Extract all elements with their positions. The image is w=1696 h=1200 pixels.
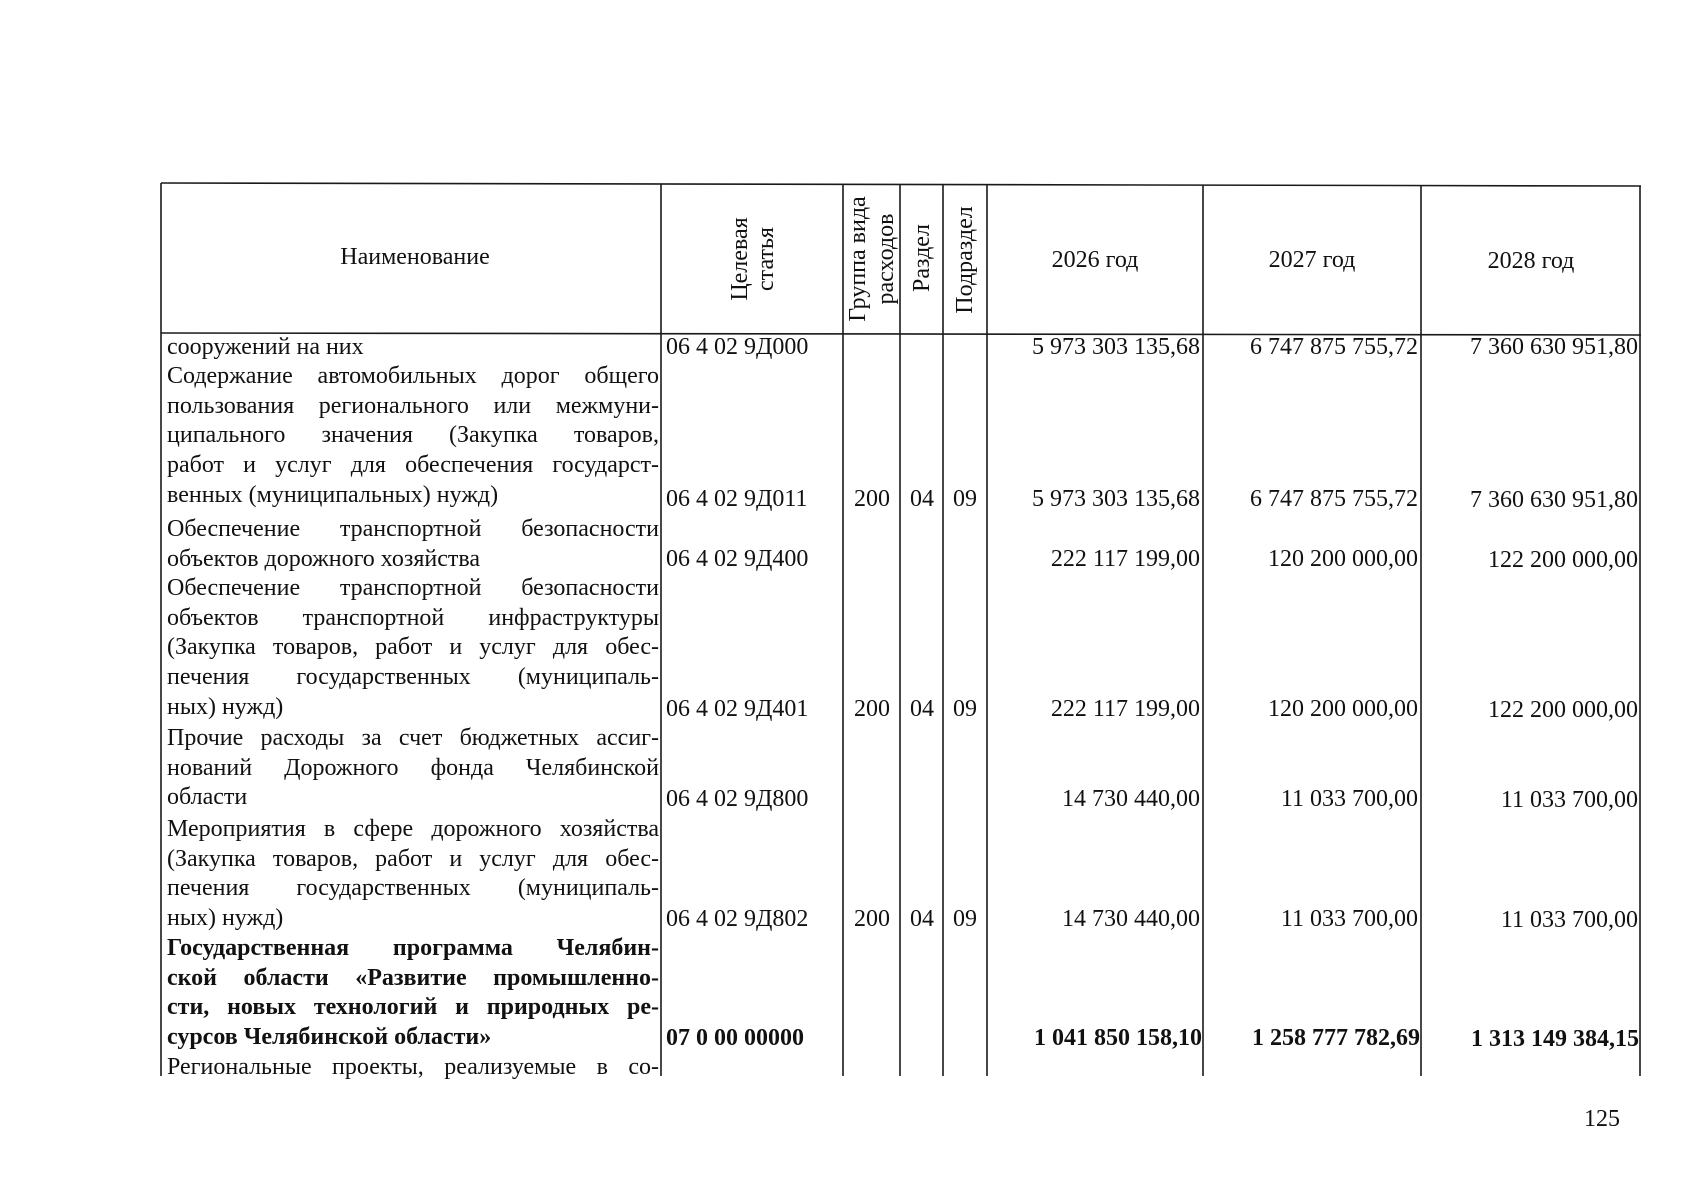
row-1-subsection: 09 (953, 486, 977, 512)
row-0-2026: 5 973 303 135,68 (1032, 334, 1200, 360)
row-6-2026: 1 041 850 158,10 (1034, 1025, 1202, 1051)
row-4-2028: 11 033 700,00 (1500, 787, 1638, 813)
row-3-subsection: 09 (953, 696, 977, 722)
row-7-name: Региональные проекты, реализуемые в со- (167, 1054, 659, 1080)
row-2-2027: 120 200 000,00 (1268, 546, 1418, 572)
header-year-2026: 2026 год (1051, 247, 1139, 273)
row-3-name: Обеспечение транспортной безопасности объектов транспортной инфраструктуры (Закупка товаров, работ и услуг для обес- печения государственных (муниципаль- ных) нужд) (167, 575, 659, 720)
header-name: Наименование (340, 244, 490, 270)
row-5-2026: 14 730 440,00 (1062, 906, 1200, 932)
row-0-2027: 6 747 875 755,72 (1250, 334, 1418, 360)
row-3-group: 200 (854, 696, 890, 722)
row-2-2028: 122 200 000,00 (1488, 547, 1638, 573)
header-subsection: Подраздел (952, 206, 978, 314)
row-2-code: 06 4 02 9Д400 (666, 546, 809, 572)
row-4-2027: 11 033 700,00 (1280, 786, 1418, 812)
row-5-subsection: 09 (953, 906, 977, 932)
row-1-section: 04 (910, 486, 934, 512)
row-1-2026: 5 973 303 135,68 (1032, 486, 1200, 512)
header-target-article: Целевая статья (727, 217, 779, 301)
header-year-2027: 2027 год (1268, 247, 1356, 273)
header-section: Раздел (909, 224, 935, 292)
row-3-2027: 120 200 000,00 (1268, 696, 1418, 722)
row-4-2026: 14 730 440,00 (1062, 786, 1200, 812)
page-number: 125 (1584, 1106, 1620, 1132)
row-3-code: 06 4 02 9Д401 (666, 696, 809, 722)
row-1-name: Содержание автомобильных дорог общего пользования регионального или межмуни- ципального значения (Закупка товаров, работ и услуг для обеспечения государст- венных (муниципальных) нужд) (167, 363, 659, 508)
row-1-code: 06 4 02 9Д011 (666, 486, 808, 512)
row-2-2026: 222 117 199,00 (1050, 546, 1200, 572)
row-4-name: Прочие расходы за счет бюджетных ассиг- нований Дорожного фонда Челябинской области (167, 725, 659, 811)
header-expense-group: Группа вида расходов (845, 196, 899, 322)
row-5-group: 200 (854, 906, 890, 932)
row-4-code: 06 4 02 9Д800 (666, 786, 809, 812)
row-5-code: 06 4 02 9Д802 (666, 906, 809, 932)
row-3-section: 04 (910, 696, 934, 722)
row-2-name: Обеспечение транспортной безопасности объектов дорожного хозяйства (167, 516, 659, 572)
row-5-name: Мероприятия в сфере дорожного хозяйства (Закупка товаров, работ и услуг для обес- печения государственных (муниципаль- ных) нужд) (167, 816, 659, 932)
row-5-2028: 11 033 700,00 (1500, 907, 1638, 933)
row-5-section: 04 (910, 906, 934, 932)
row-0-code: 06 4 02 9Д000 (666, 334, 809, 360)
row-6-2028: 1 313 149 384,15 (1471, 1026, 1639, 1052)
header-year-2028: 2028 год (1487, 248, 1575, 274)
row-1-2027: 6 747 875 755,72 (1250, 486, 1418, 512)
row-6-name: Государственная программа Челябин- ской области «Развитие промышленно- сти, новых технологий и природных ре- сурсов Челябинской области» (167, 935, 659, 1051)
row-1-group: 200 (854, 486, 890, 512)
row-0-2028: 7 360 630 951,80 (1470, 334, 1638, 360)
row-3-2026: 222 117 199,00 (1050, 696, 1200, 722)
row-5-2027: 11 033 700,00 (1280, 906, 1418, 932)
row-3-2028: 122 200 000,00 (1488, 697, 1638, 723)
row-6-2027: 1 258 777 782,69 (1252, 1025, 1420, 1051)
row-0-name: сооружений на них (167, 334, 364, 360)
row-6-code: 07 0 00 00000 (666, 1025, 804, 1051)
row-1-2028: 7 360 630 951,80 (1470, 487, 1638, 513)
